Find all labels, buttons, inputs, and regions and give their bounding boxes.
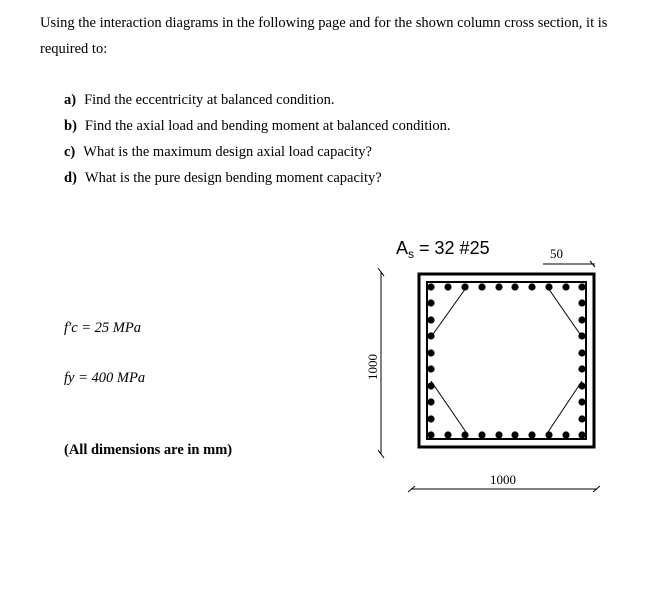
width-dimension-label: 1000 [490, 472, 516, 487]
diamond-tie-bottom-left [431, 381, 468, 435]
rebar [427, 431, 434, 438]
fy-value: = 400 MPa [78, 370, 146, 386]
rebar [578, 316, 585, 323]
rebar [528, 431, 535, 438]
rebar [528, 283, 535, 290]
rebar [461, 431, 468, 438]
rebar [495, 283, 502, 290]
rebar-group [427, 283, 585, 438]
rebar [578, 365, 585, 372]
rebar [578, 283, 585, 290]
steel-area-label: $A_s = 32$ #25 [396, 238, 490, 261]
rebar [578, 431, 585, 438]
rebar [478, 431, 485, 438]
height-dimension-label: 1000 [365, 354, 380, 380]
fy-symbol: fy [64, 370, 75, 386]
question-a-text: Find the eccentricity at balanced condition. [84, 92, 335, 108]
diamond-tie-bottom-right [546, 381, 582, 435]
rebar [578, 349, 585, 356]
units-note: (All dimensions are in mm) [64, 442, 233, 458]
rebar [427, 398, 434, 405]
rebar [511, 283, 518, 290]
rebar [578, 382, 585, 389]
rebar [461, 283, 468, 290]
question-d-text: What is the pure design bending moment capacity? [84, 170, 382, 186]
rebar [562, 283, 569, 290]
rebar [427, 299, 434, 306]
rebar [511, 431, 518, 438]
concrete-outline [419, 274, 594, 447]
rebar [427, 283, 434, 290]
rebar [478, 283, 485, 290]
fc-symbol: f′c [64, 320, 78, 336]
rebar [427, 332, 434, 339]
question-b-letter: b) [64, 118, 77, 134]
question-b-text: Find the axial load and bending moment at balanced condition. [84, 118, 451, 134]
fc-value: = 25 MPa [81, 320, 141, 336]
rebar [578, 398, 585, 405]
rebar [427, 382, 434, 389]
rebar [444, 283, 451, 290]
rebar [545, 431, 552, 438]
perimeter-tie [427, 282, 586, 439]
rebar [427, 349, 434, 356]
question-c-letter: c) [64, 144, 76, 160]
rebar [578, 299, 585, 306]
question-a-letter: a) [64, 92, 77, 108]
rebar [444, 431, 451, 438]
question-d-letter: d) [64, 170, 77, 186]
diamond-tie-top-left [431, 285, 468, 337]
rebar [495, 431, 502, 438]
rebar [427, 415, 434, 422]
cover-dimension-label: 50 [550, 246, 563, 261]
rebar [562, 431, 569, 438]
diamond-tie-top-right [546, 285, 582, 337]
intro-paragraph: Using the interaction diagrams in the following page and for the shown column cross section, it is required to: [40, 15, 608, 57]
question-c-text: What is the maximum design axial load capacity? [83, 144, 372, 160]
rebar [427, 365, 434, 372]
rebar [545, 283, 552, 290]
rebar [427, 316, 434, 323]
rebar [578, 415, 585, 422]
rebar [578, 332, 585, 339]
